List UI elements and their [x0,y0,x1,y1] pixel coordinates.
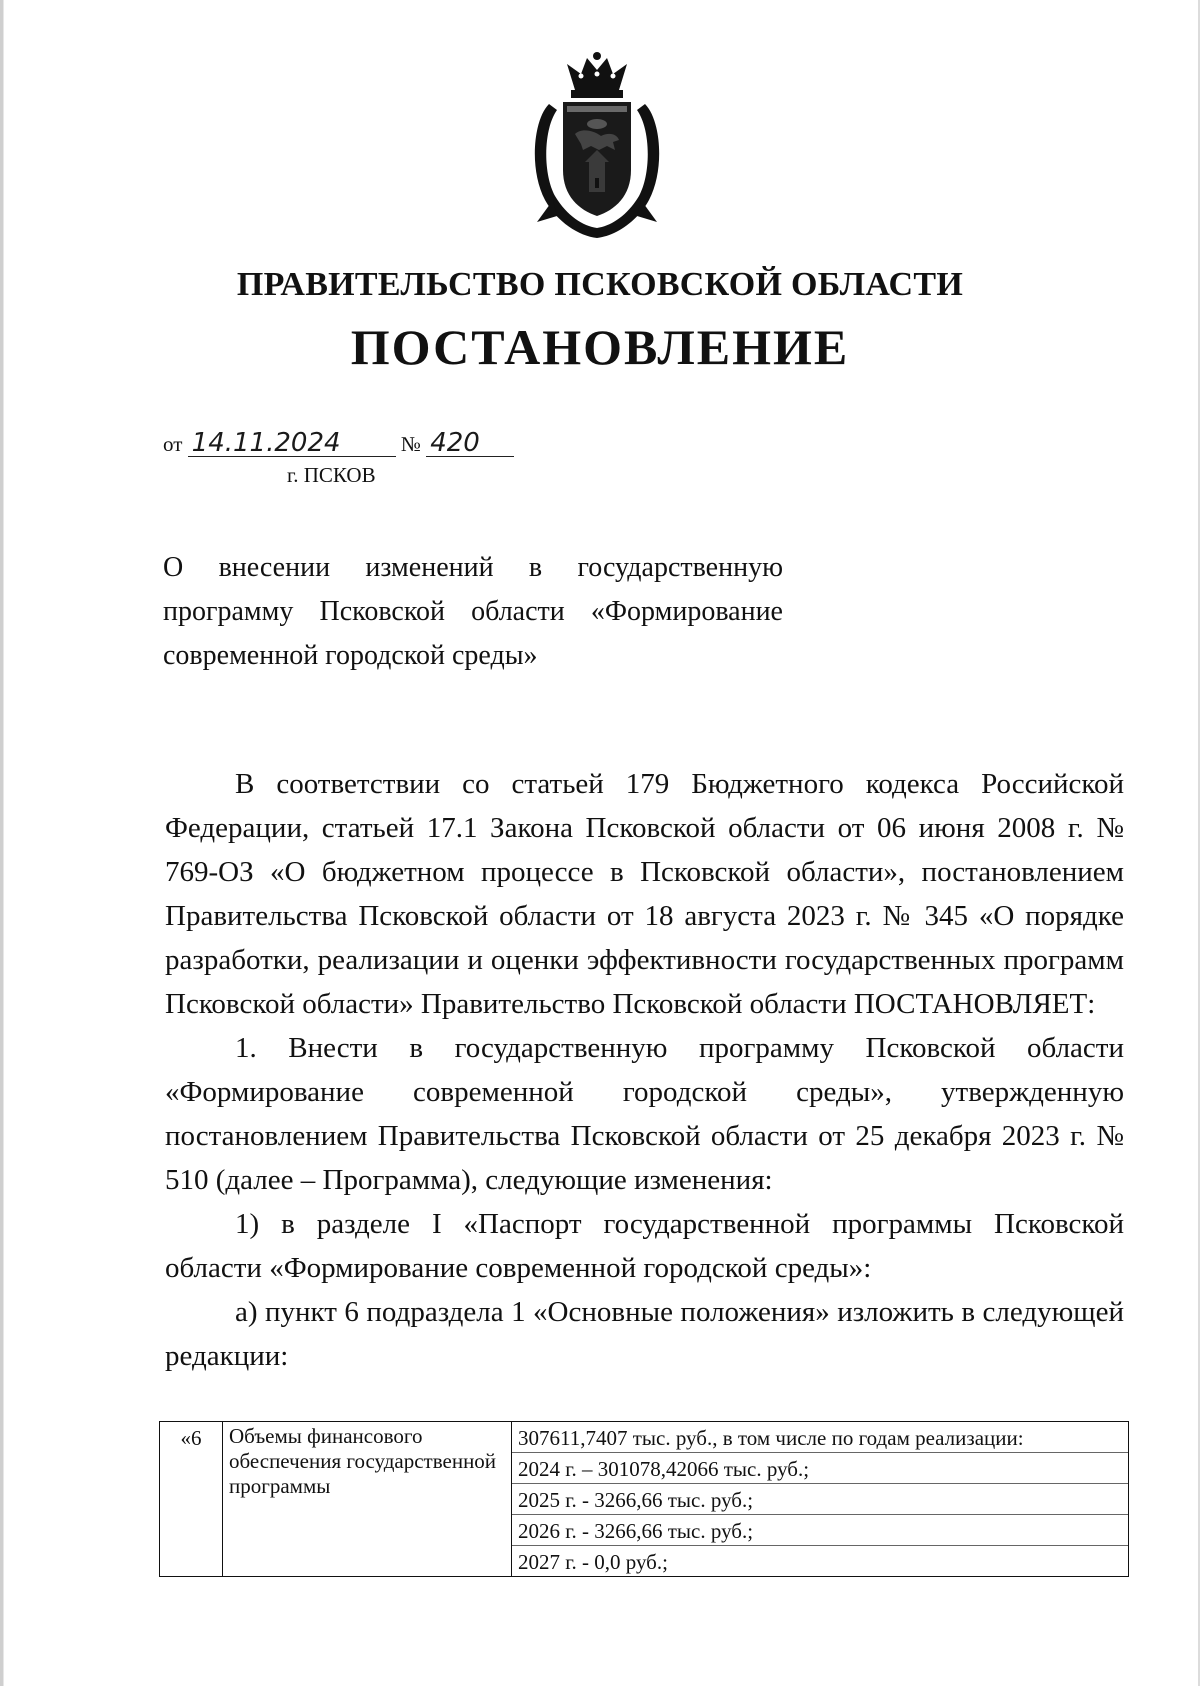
document-type-title: ПОСТАНОВЛЕНИЕ [350,319,850,375]
table-row [160,1422,1129,1577]
body-paragraph-item-1: 1. Внести в государственную программу Псковской области «Формирование современной городской среды», утвержденную постановлением Правительства Псковской области от 25 декабря 2023 г. № 510 (далее – Программа), следующие изменения: [165,1032,1124,1196]
city-label: г. ПСКОВ [287,463,376,487]
coat-of-arms-emblem [523,50,671,240]
organization-name: ПРАВИТЕЛЬСТВО ПСКОВСКОЙ ОБЛАСТИ [236,266,964,303]
subject-line: О внесении изменений в государственную [163,552,783,583]
date-number-line [163,430,514,457]
body-paragraph-subitem-1: 1) в разделе I «Паспорт государственной программы Псковской области «Формирование современной городской среды»: [165,1208,1124,1284]
financing-table [159,1421,1129,1577]
table-value-line: 2027 г. - 0,0 руб.; [512,1545,1128,1576]
table-cell-values [512,1422,1129,1577]
table-cell-number: «6 [160,1422,223,1577]
table-value-line: 2025 г. - 3266,66 тыс. руб.; [512,1483,1128,1514]
subject-line: современной городской среды» [163,640,538,671]
date-from-label: от [163,432,183,456]
table-cell-label: Объемы финансового обеспечения государственной программы [223,1422,512,1577]
table-value-line: 307611,7407 тыс. руб., в том числе по годам реализации: [518,1426,1024,1450]
subject-line: программу Псковской области «Формирование [163,596,783,627]
body-paragraph-subitem-a: а) пункт 6 подраздела 1 «Основные положения» изложить в следующей редакции: [165,1296,1124,1372]
table-value-line: 2026 г. - 3266,66 тыс. руб.; [512,1514,1128,1545]
handwritten-date: 14.11.2024 [188,430,396,457]
handwritten-number: 420 [426,430,514,457]
table-value-line: 2024 г. – 301078,42066 тыс. руб.; [512,1452,1128,1483]
document-body [165,762,1124,1378]
body-paragraph-preamble: В соответствии со статьей 179 Бюджетного кодекса Российской Федерации, статьей 17.1 Закона Псковской области от 06 июня 2008 г. № 769-ОЗ «О бюджетном процессе в Псковской области», постановлением Правительства Псковской области от 18 августа 2023 г. № 345 «О порядке разработки, реализации и оценки эффективности государственных программ Псковской области» Правительство Псковской области ПОСТАНОВЛЯЕТ: [165,768,1124,1020]
scan-edge-shadow [3,0,4,1686]
document-subject [163,546,783,678]
number-label: № [400,432,421,456]
